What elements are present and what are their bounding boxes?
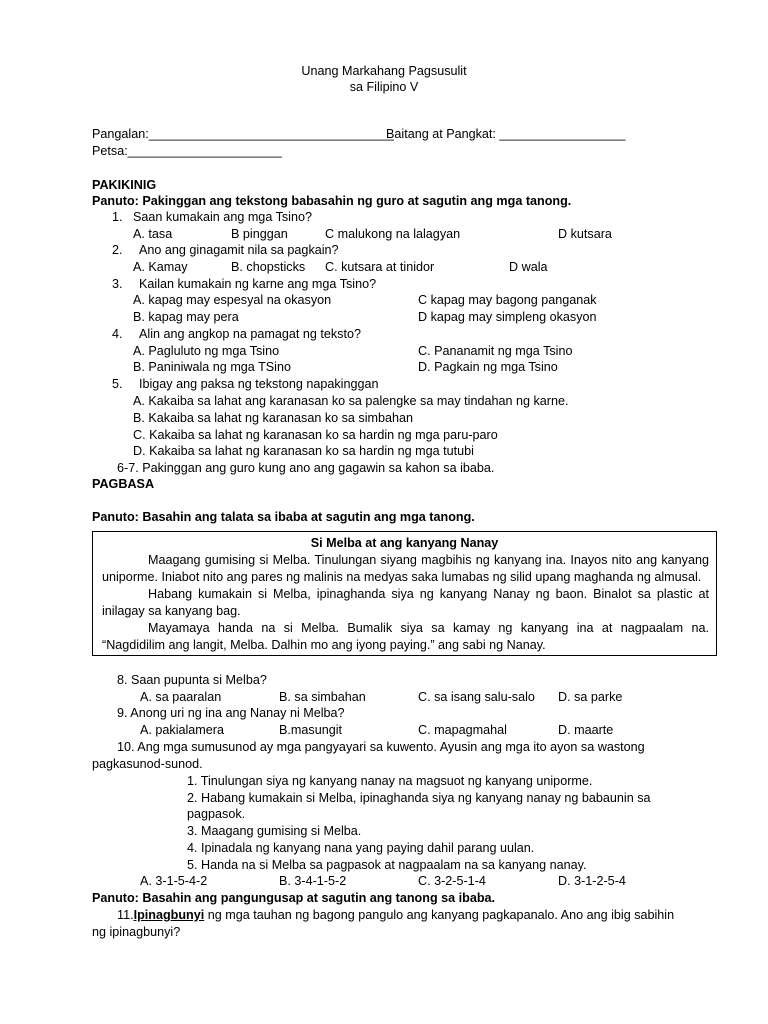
question-number: 11. — [117, 908, 134, 922]
question-text: Ibigay ang paksa ng tekstong napakinggan — [139, 377, 379, 391]
story-title: Si Melba at ang kanyang Nanay — [310, 536, 499, 550]
date-field: Petsa:______________________ — [92, 144, 282, 158]
exam-title: Unang Markahang Pagsusulit — [301, 64, 467, 78]
choice-a: A. Kakaiba sa lahat ang karanasan ko sa palengke sa may tindahan ng karne. — [133, 394, 569, 408]
choice-b: B. 3-4-1-5-2 — [279, 874, 347, 888]
choice-b: B. kapag may pera — [133, 310, 239, 324]
question-number: 2. — [112, 243, 123, 257]
sequence-item-cont: pagpasok. — [187, 807, 246, 821]
choice-d: D. Kakaiba sa lahat ng karanasan ko sa hardin ng mga tutubi — [133, 444, 474, 458]
choice-c: C. Pananamit ng mga Tsino — [418, 344, 573, 358]
question-11 — [117, 907, 674, 923]
question-text: 10. Ang mga sumusunod ay mga pangyayari sa kuwento. Ayusin ang mga ito ayon sa wastong — [117, 740, 645, 754]
sequence-item: 2. Habang kumakain si Melba, ipinaghanda siya ng kanyang nanay ng babaunin sa — [187, 791, 651, 805]
question-number: 4. — [112, 327, 123, 341]
choice-d: D. Pagkain ng mga Tsino — [418, 360, 558, 374]
story-paragraph-1a: Maagang gumising si Melba. Tinulungan siyang magbihis ng kanyang ina. Inayos nito ang kanyang — [148, 553, 709, 567]
choice-d: D. 3-1-2-5-4 — [558, 874, 626, 888]
vocabulary-word: Ipinagbunyi — [133, 908, 205, 922]
sequence-item: 3. Maagang gumising si Melba. — [187, 824, 362, 838]
choice-b: B. chopsticks — [231, 260, 306, 274]
choice-c: C malukong na lalagyan — [325, 227, 461, 241]
choice-b: B. sa simbahan — [279, 690, 366, 704]
choice-d: D wala — [509, 260, 548, 274]
section-heading-pakikinig: PAKIKINIG — [92, 178, 157, 192]
grade-section-field: Baitang at Pangkat: __________________ — [386, 127, 626, 141]
choice-c: C. sa isang salu-salo — [418, 690, 535, 704]
choice-a: A. kapag may espesyal na okasyon — [133, 293, 332, 307]
choice-d: D. maarte — [558, 723, 614, 737]
exam-subtitle: sa Filipino V — [349, 80, 419, 94]
instruction-pakikinig: Panuto: Pakinggan ang tekstong babasahin ng guro at sagutin ang mga tanong. — [92, 194, 572, 208]
instruction-pagbasa: Panuto: Basahin ang talata sa ibaba at sagutin ang mga tanong. — [92, 510, 475, 524]
instruction-vocabulary: Panuto: Basahin ang pangungusap at sagutin ang tanong sa ibaba. — [92, 891, 496, 905]
choice-c: C. mapagmahal — [418, 723, 507, 737]
choice-a: A. pakialamera — [140, 723, 224, 737]
question-text: 8. Saan pupunta si Melba? — [117, 673, 267, 687]
question-text: Ano ang ginagamit nila sa pagkain? — [139, 243, 339, 257]
choice-b: B pinggan — [231, 227, 288, 241]
choice-d: D kapag may simpleng okasyon — [418, 310, 597, 324]
choice-c: C. 3-2-5-1-4 — [418, 874, 486, 888]
choice-c: C. kutsara at tinidor — [325, 260, 435, 274]
question-text: Kailan kumakain ng karne ang mga Tsino? — [139, 277, 377, 291]
question-number: 1. — [112, 210, 123, 224]
story-paragraph-3b: “Nagdidilim ang langit, Melba. Dalhin mo ang iyong paying.” ang sabi ng Nanay. — [102, 638, 546, 652]
choice-d: D kutsara — [558, 227, 612, 241]
question-6-7: 6-7. Pakinggan ang guro kung ano ang gagawin sa kahon sa ibaba. — [117, 461, 495, 475]
choice-c: C kapag may bagong panganak — [418, 293, 597, 307]
choice-a: A. Kamay — [133, 260, 188, 274]
choice-a: A. sa paaralan — [140, 690, 222, 704]
question-text: Alin ang angkop na pamagat ng teksto? — [139, 327, 361, 341]
section-heading-pagbasa: PAGBASA — [92, 477, 155, 491]
choice-a: A. Pagluluto ng mga Tsino — [133, 344, 280, 358]
name-field: Pangalan:___________________________________ — [92, 127, 394, 141]
choice-b: B.masungit — [279, 723, 342, 737]
question-number: 5. — [112, 377, 123, 391]
question-text: Saan kumakain ang mga Tsino? — [133, 210, 312, 224]
choice-a: A. tasa — [133, 227, 173, 241]
question-text: 9. Anong uri ng ina ang Nanay ni Melba? — [117, 706, 345, 720]
sequence-item: 4. Ipinadala ng kanyang nana yang paying dahil parang uulan. — [187, 841, 535, 855]
story-paragraph-1b: uniporme. Iniabot nito ang pares ng malinis na medyas saka lumabas ng silid upang maghanda ng almusal. — [102, 570, 702, 584]
choice-d: D. sa parke — [558, 690, 623, 704]
story-paragraph-3a: Mayamaya handa na si Melba. Bumalik siya sa kamay ng kanyang ina at nagpaalam na. — [148, 621, 709, 635]
story-paragraph-2b: inilagay sa kanyang bag. — [102, 604, 241, 618]
story-paragraph-2a: Habang kumakain si Melba, ipinaghanda siya ng kanyang Nanay ng baon. Binalot sa plastic at — [148, 587, 709, 601]
choice-b: B. Paniniwala ng mga TSino — [133, 360, 291, 374]
question-text-cont: pagkasunod-sunod. — [92, 757, 203, 771]
sequence-item: 5. Handa na si Melba sa pagpasok at nagpaalam na sa kanyang nanay. — [187, 858, 587, 872]
choice-c: C. Kakaiba sa lahat ng karanasan ko sa hardin ng mga paru-paro — [133, 428, 498, 442]
choice-b: B. Kakaiba sa lahat ng karanasan ko sa simbahan — [133, 411, 414, 425]
question-text: ng mga tauhan ng bagong pangulo ang kanyang pagkapanalo. Ano ang ibig sabihin — [204, 908, 675, 922]
choice-a: A. 3-1-5-4-2 — [140, 874, 208, 888]
question-number: 3. — [112, 277, 123, 291]
sequence-item: 1. Tinulungan siya ng kanyang nanay na magsuot ng kanyang uniporme. — [187, 774, 593, 788]
question-text-cont: ng ipinagbunyi? — [92, 925, 181, 939]
